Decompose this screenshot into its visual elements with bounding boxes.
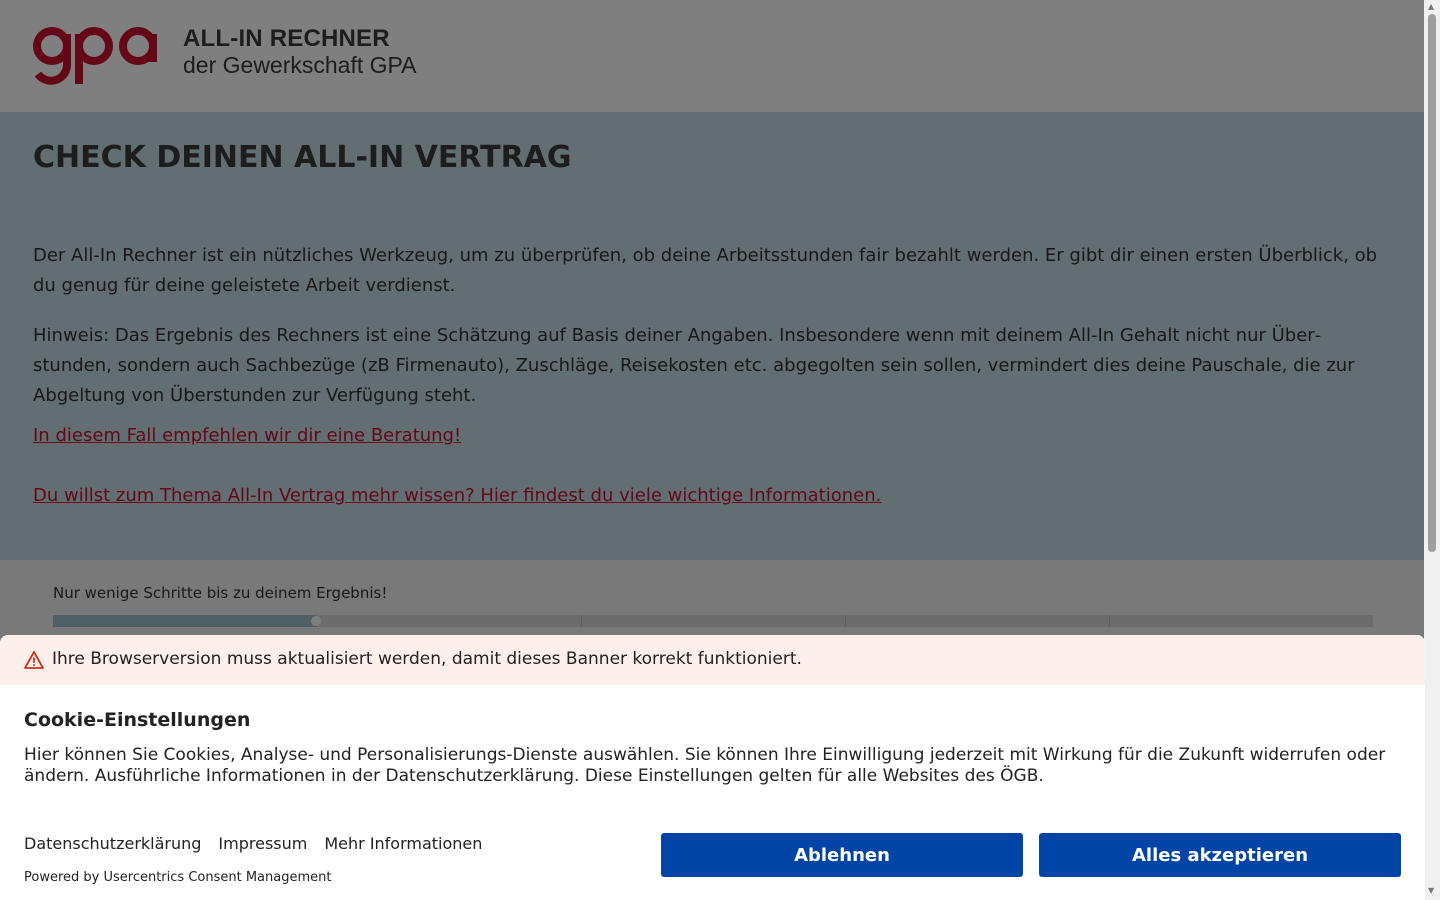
warning-text: Ihre Browserversion muss aktualisiert werden, damit dieses Banner korrekt funktioniert.: [52, 649, 802, 669]
more-info-link[interactable]: Mehr Informationen: [324, 834, 483, 853]
cookie-title: Cookie-Einstellungen: [24, 709, 251, 731]
accept-all-button[interactable]: Alles akzeptieren: [1039, 833, 1401, 877]
cookie-description: Hier können Sie Cookies, Analyse- und Personalisierungs-Dienste auswählen. Sie können Ihre Einwilligung jederzeit mit Wirkung für die Zukunft widerrufen oder ändern. Ausführliche Informationen in der Datenschutzerklärung. Diese Einstellungen gelten für alle Websites des ÖGB.: [24, 745, 1386, 786]
cookie-banner: [0, 635, 1425, 900]
browser-warning: [0, 635, 1425, 685]
scrollbar[interactable]: [1424, 0, 1440, 900]
powered-by: Powered by Usercentrics Consent Management: [24, 870, 332, 885]
deny-button[interactable]: Ablehnen: [661, 833, 1023, 877]
warning-triangle-icon: [24, 650, 44, 670]
scroll-thumb[interactable]: [1428, 14, 1436, 552]
scroll-down-icon[interactable]: ▼: [1428, 886, 1435, 895]
privacy-link[interactable]: Datenschutzerklärung: [24, 834, 202, 853]
cookie-footer-links: [24, 834, 482, 853]
scroll-up-icon[interactable]: ▲: [1428, 2, 1435, 11]
imprint-link[interactable]: Impressum: [218, 834, 308, 853]
